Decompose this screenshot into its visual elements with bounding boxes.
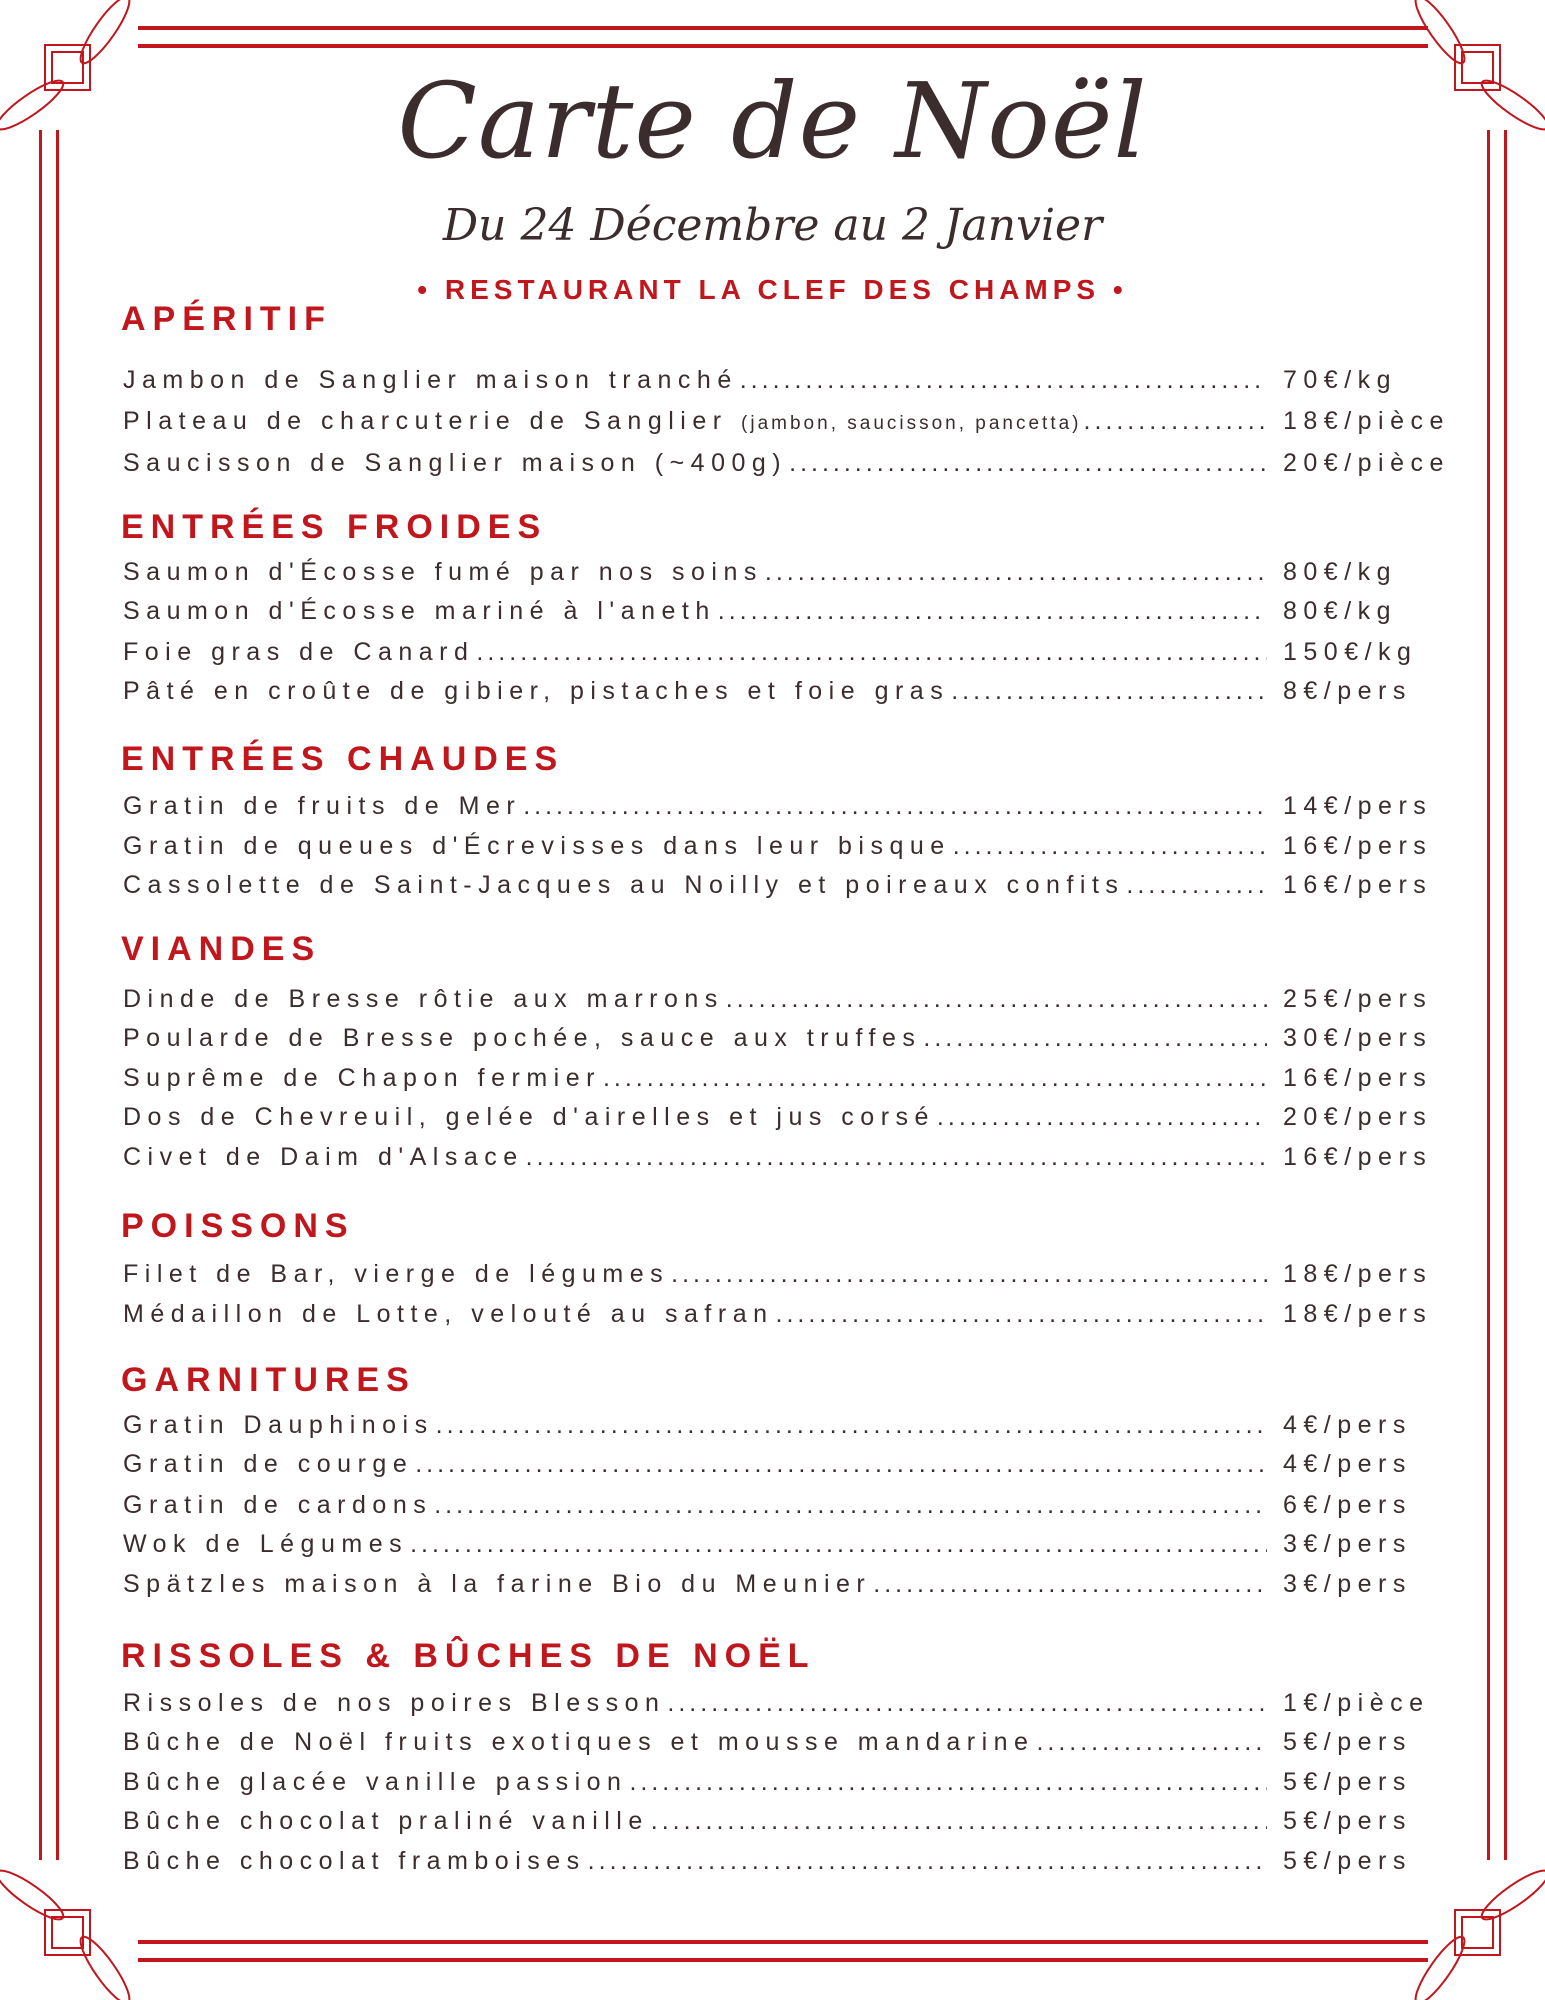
item-price: 20€/pièce <box>1283 449 1450 477</box>
frame-line-right-inner <box>1487 130 1490 1860</box>
frame-line-right-outer <box>1504 130 1507 1860</box>
leader-dots <box>953 832 1267 861</box>
leader-dots <box>765 558 1267 587</box>
item-name-text: Poularde de Bresse pochée, sauce aux truffes <box>123 1024 922 1052</box>
menu-item <box>123 832 1473 861</box>
item-name <box>123 1064 601 1093</box>
item-name-text: Rissoles de nos poires Blesson <box>123 1689 666 1717</box>
menu-item <box>123 1768 1473 1797</box>
leader-dots <box>476 638 1267 667</box>
item-price: 1€/pièce <box>1283 1689 1430 1717</box>
menu-item <box>123 1847 1473 1876</box>
menu-item <box>123 1530 1473 1559</box>
item-name-text: Gratin de cardons <box>123 1491 433 1519</box>
item-name <box>123 1450 413 1479</box>
item-name <box>123 1728 1034 1757</box>
leader-dots <box>629 1768 1267 1797</box>
item-name-text: Foie gras de Canard <box>123 638 475 666</box>
menu-title: Carte de Noël <box>397 60 1148 182</box>
item-name-text: Gratin de fruits de Mer <box>123 792 522 820</box>
leader-dots <box>718 597 1267 626</box>
item-name-text: Gratin de courge <box>123 1450 414 1478</box>
leader-dots <box>1036 1728 1267 1757</box>
leader-dots <box>873 1570 1267 1599</box>
item-name-text: Pâté en croûte de gibier, pistaches et foie gras <box>123 677 950 705</box>
item-price: 4€/pers <box>1283 1450 1412 1478</box>
item-price: 30€/pers <box>1283 1024 1433 1052</box>
item-name <box>123 1847 586 1876</box>
item-price: 8€/pers <box>1283 677 1412 705</box>
frame-line-bottom-inner <box>138 1940 1428 1944</box>
menu-item <box>123 449 1473 478</box>
menu-item <box>123 1689 1473 1718</box>
item-name-text: Wok de Légumes <box>123 1530 409 1558</box>
section-title: VIANDES <box>121 930 322 968</box>
frame-line-left-inner <box>56 130 59 1860</box>
item-name-text: Bûche chocolat praliné vanille <box>123 1807 649 1835</box>
item-price: 3€/pers <box>1283 1530 1412 1558</box>
menu-item <box>123 1807 1473 1836</box>
frame-line-left-outer <box>39 130 42 1860</box>
item-price: 16€/pers <box>1283 1143 1433 1171</box>
menu-item <box>123 792 1473 821</box>
leader-dots <box>603 1064 1267 1093</box>
item-name <box>123 407 1082 436</box>
corner-ornament-icon <box>1405 1860 1545 2000</box>
menu-item <box>123 871 1473 900</box>
section-title: POISSONS <box>121 1207 355 1245</box>
item-name-text: Bûche de Noël fruits exotiques et mousse mandarine <box>123 1728 1035 1756</box>
frame-line-top-inner <box>138 44 1428 48</box>
frame-line-top-outer <box>138 26 1428 30</box>
item-price: 70€/kg <box>1283 366 1398 394</box>
leader-dots <box>667 1689 1267 1718</box>
restaurant-name: • RESTAURANT LA CLEF DES CHAMPS • <box>417 274 1128 305</box>
item-name-text: Suprême de Chapon fermier <box>123 1064 601 1092</box>
leader-dots <box>951 677 1267 706</box>
leader-dots <box>526 1143 1267 1172</box>
item-name <box>123 1530 408 1559</box>
item-name <box>123 449 787 478</box>
item-name-text: Médaillon de Lotte, velouté au safran <box>123 1300 774 1328</box>
leader-dots <box>740 366 1267 395</box>
leader-dots <box>651 1807 1267 1836</box>
item-price: 16€/pers <box>1283 832 1433 860</box>
item-name-text: Bûche chocolat framboises <box>123 1847 586 1875</box>
item-price: 18€/pers <box>1283 1260 1433 1288</box>
item-name-text: Dos de Chevreuil, gelée d'airelles et jus corsé <box>123 1103 935 1131</box>
item-note: (jambon, saucisson, pancetta) <box>741 413 1082 434</box>
item-price: 16€/pers <box>1283 1064 1433 1092</box>
item-name-text: Saumon d'Écosse mariné à l'aneth <box>123 597 716 625</box>
item-price: 18€/pièce <box>1283 407 1450 435</box>
leader-dots <box>588 1847 1267 1876</box>
menu-item <box>123 407 1473 436</box>
leader-dots <box>434 1491 1267 1520</box>
section-title: RISSOLES & BÛCHES DE NOËL <box>121 1637 816 1675</box>
item-price: 5€/pers <box>1283 1728 1412 1756</box>
menu-item <box>123 366 1473 395</box>
item-name <box>123 1103 935 1132</box>
item-name <box>123 1024 921 1053</box>
menu-item <box>123 985 1473 1014</box>
leader-dots <box>923 1024 1267 1053</box>
leader-dots <box>726 985 1267 1014</box>
leader-dots <box>776 1300 1268 1329</box>
item-price: 6€/pers <box>1283 1491 1412 1519</box>
menu-item <box>123 1064 1473 1093</box>
item-price: 20€/pers <box>1283 1103 1433 1131</box>
frame-line-bottom-outer <box>138 1958 1428 1962</box>
item-price: 5€/pers <box>1283 1847 1412 1875</box>
leader-dots <box>671 1260 1267 1289</box>
section-title: ENTRÉES CHAUDES <box>121 740 565 778</box>
menu-item <box>123 597 1473 626</box>
section-title: ENTRÉES FROIDES <box>121 508 548 546</box>
item-price: 14€/pers <box>1283 792 1433 820</box>
menu-item <box>123 1103 1473 1132</box>
item-name <box>123 792 521 821</box>
item-name-text: Gratin Dauphinois <box>123 1411 434 1439</box>
item-name <box>123 1491 432 1520</box>
item-name <box>123 638 474 667</box>
leader-dots <box>937 1103 1267 1132</box>
item-name-text: Cassolette de Saint-Jacques au Noilly et poireaux confits <box>123 871 1125 899</box>
item-name <box>123 1689 665 1718</box>
menu-item <box>123 1024 1473 1053</box>
menu-item <box>123 1411 1473 1440</box>
menu-item <box>123 1260 1473 1289</box>
item-name-text: Spätzles maison à la farine Bio du Meunier <box>123 1570 872 1598</box>
item-name <box>123 1411 434 1440</box>
item-name <box>123 832 951 861</box>
leader-dots <box>415 1450 1267 1479</box>
item-name <box>123 366 738 395</box>
item-name-text: Saumon d'Écosse fumé par nos soins <box>123 558 763 586</box>
item-price: 16€/pers <box>1283 871 1433 899</box>
leader-dots <box>523 792 1267 821</box>
item-price: 25€/pers <box>1283 985 1433 1013</box>
item-name-text: Saucisson de Sanglier maison (~400g) <box>123 449 788 477</box>
item-name-text: Dinde de Bresse rôtie aux marrons <box>123 985 724 1013</box>
item-price: 80€/kg <box>1283 558 1398 586</box>
item-name <box>123 597 716 626</box>
item-price: 5€/pers <box>1283 1768 1412 1796</box>
menu-item <box>123 638 1473 667</box>
item-name-text: Jambon de Sanglier maison tranché <box>123 366 738 394</box>
menu-item <box>123 1300 1473 1329</box>
item-price: 18€/pers <box>1283 1300 1433 1328</box>
item-name <box>123 1143 524 1172</box>
item-name <box>123 871 1124 900</box>
item-name-text: Bûche glacée vanille passion <box>123 1768 628 1796</box>
item-name <box>123 677 949 706</box>
leader-dots <box>410 1530 1267 1559</box>
menu-dates: Du 24 Décembre au 2 Janvier <box>442 200 1103 251</box>
menu-item <box>123 558 1473 587</box>
menu-item <box>123 1570 1473 1599</box>
item-name <box>123 985 724 1014</box>
item-name <box>123 1260 669 1289</box>
item-price: 150€/kg <box>1283 638 1418 666</box>
item-name <box>123 1768 627 1797</box>
item-name-text: Filet de Bar, vierge de légumes <box>123 1260 670 1288</box>
leader-dots <box>436 1411 1267 1440</box>
item-price: 4€/pers <box>1283 1411 1412 1439</box>
menu-item <box>123 1728 1473 1757</box>
item-name <box>123 1807 649 1836</box>
menu-item <box>123 1143 1473 1172</box>
menu-item <box>123 1450 1473 1479</box>
item-price: 3€/pers <box>1283 1570 1412 1598</box>
leader-dots <box>1084 407 1267 436</box>
leader-dots <box>1126 871 1267 900</box>
section-title: GARNITURES <box>121 1361 416 1399</box>
item-price: 5€/pers <box>1283 1807 1412 1835</box>
item-name-text: Plateau de charcuterie de Sanglier <box>123 407 728 435</box>
item-price: 80€/kg <box>1283 597 1398 625</box>
item-name <box>123 1570 871 1599</box>
section-title: APÉRITIF <box>121 300 332 338</box>
menu-item <box>123 677 1473 706</box>
corner-ornament-icon <box>0 1860 140 2000</box>
item-name-text: Gratin de queues d'Écrevisses dans leur bisque <box>123 832 951 860</box>
item-name <box>123 558 763 587</box>
item-name-text: Civet de Daim d'Alsace <box>123 1143 524 1171</box>
menu-item <box>123 1491 1473 1520</box>
item-name <box>123 1300 774 1329</box>
leader-dots <box>789 449 1267 478</box>
